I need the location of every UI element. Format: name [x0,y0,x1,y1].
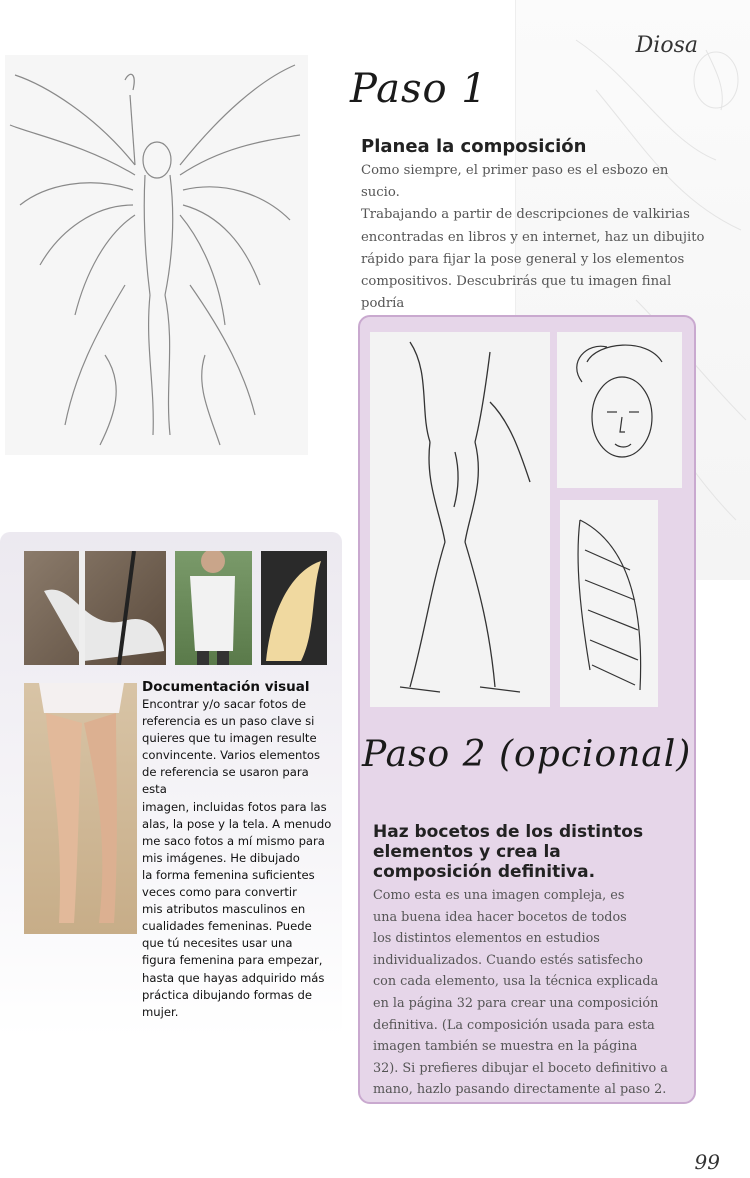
text-line: quieres que tu imagen resulte [142,731,317,746]
step1-heading: Planea la composición [361,136,587,157]
text-line: me saco fotos a mí mismo para [142,833,325,848]
text-line: convincente. Varios elementos [142,748,321,763]
legs-photo [24,683,137,934]
pose-photo [175,551,252,665]
text-line: los distintos elementos en estudios [373,931,600,947]
heading-line: Haz bocetos de los distintos [373,822,644,842]
text-line: rápido para fijar la pose general y los elementos [361,251,685,267]
running-head: Diosa [635,33,698,58]
pose-photo-drawing [175,551,252,665]
documentation-body [142,696,332,1021]
text-line: individualizados. Cuando estés satisfecho [373,952,643,968]
text-line: Como esta es una imagen compleja, es [373,888,625,903]
text-line: de referencia se usaron para esta [142,765,309,797]
text-line: figura femenina para empezar, [142,953,323,968]
face-sketch-image [557,332,682,488]
text-line: 32). Si prefieres dibujar el boceto definitivo a [373,1060,668,1076]
wing-photo [261,551,327,665]
heading-line: elementos y crea la [373,842,561,862]
figure-sketch-image [370,332,550,707]
text-line: definitiva. (La composición usada para esta [373,1017,655,1033]
wing-photo-drawing [261,551,327,665]
text-line: alas, la pose y la tela. A menudo [142,816,332,831]
text-line: Encontrar y/o sacar fotos de [142,697,307,711]
step2-heading [373,822,673,882]
text-line: mano, hazlo pasando directamente al paso 2. [373,1082,667,1098]
text-line: hasta que hayas adquirido más [142,970,325,985]
text-line: práctica dibujando formas de [142,987,312,1002]
step2-script-title: Paso 2 (opcional) [362,734,692,775]
text-line: mujer. [142,1004,179,1019]
text-line: compositivos. Descubrirás que tu imagen final podría [361,274,672,312]
documentation-title: Documentación visual [142,679,310,695]
text-line: con cada elemento, usa la técnica explicada [373,974,659,990]
legs-photo-drawing [24,683,137,934]
text-line: mis imágenes. He dibujado [142,850,300,865]
heading-line: composición definitiva. [373,862,596,882]
figure-sketch-drawing [370,332,550,707]
text-line: encontradas en libros y en internet, haz un dibujito [361,229,705,245]
text-line: cualidades femeninas. Puede [142,919,312,934]
text-line: imagen, incluidas fotos para las [142,799,327,814]
text-line: referencia es un paso clave si [142,714,315,729]
text-line: imagen también se muestra en la página [373,1039,638,1055]
angel-sketch-drawing [5,55,308,455]
step2-body [373,885,683,1101]
wing-sketch-drawing [560,500,658,707]
angel-sketch-image [5,55,308,455]
step1-script-title: Paso 1 [350,66,488,112]
text-line: mis atributos masculinos en [142,902,306,917]
fabric-photo-drawing [24,551,166,665]
text-line: veces como para convertir [142,885,297,900]
text-line: la forma femenina suficientes [142,867,315,882]
wing-sketch-image [560,500,658,707]
text-line: una buena idea hacer bocetos de todos [373,909,627,925]
face-sketch-drawing [557,332,682,488]
text-line: Trabajando a partir de descripciones de valkirias [361,207,690,223]
text-line: Como siempre, el primer paso es el esbozo en sucio. [361,163,669,201]
text-line: que tú necesites usar una [142,936,293,951]
fabric-photo [24,551,166,665]
page-number: 99 [694,1150,720,1174]
text-line: en la página 32 para crear una composición [373,995,659,1011]
